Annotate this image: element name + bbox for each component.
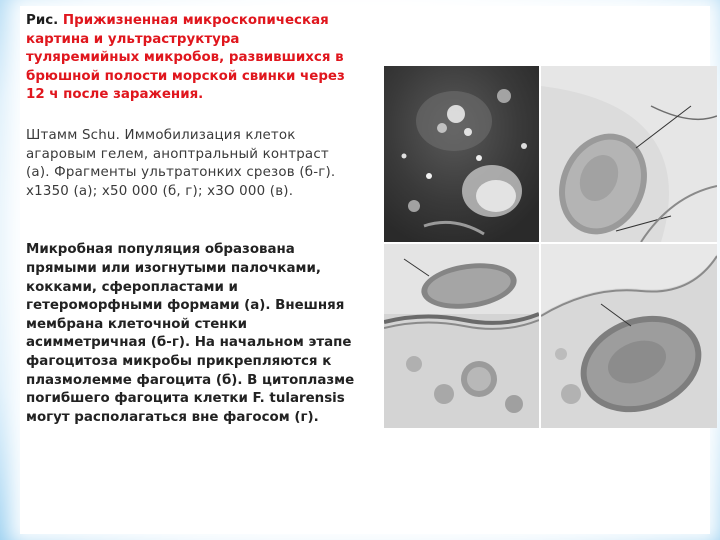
text-column bbox=[26, 12, 356, 427]
micrograph-a bbox=[384, 66, 539, 242]
strain-paragraph: Штамм Schu. Иммобилизация клеток агаровым гелем, аноптральный контраст (а). Фрагменты ультратонких срезов (б-г). х1350 (а); х50 000 (б, г); х3О 000 (в). bbox=[26, 127, 336, 199]
caption-prefix: Рис. bbox=[26, 13, 59, 28]
description-paragraph: Микробная популяция образована прямыми или изогнутыми палочками, кокками, сферопластами и гетероморфными формами (а). Внешняя мембрана клеточной стенки асимметричная (б-г). На начальном этапе фагоцитоза микробы прикрепляются к плазмолемме фагоцита (б). В цитоплазме погибшего фагоцита клетки F. tularensis могут располагаться вне фагосом (г). bbox=[26, 242, 355, 425]
caption-title: Прижизненная микроскопическая картина и ультраструктура туляремийных микробов, развившихся в брюшной полости морской свинки через 12 ч после заражения. bbox=[26, 13, 345, 103]
micrograph-g bbox=[541, 244, 717, 428]
figure-caption bbox=[26, 12, 356, 105]
slide bbox=[20, 6, 710, 534]
micrograph-figure bbox=[384, 66, 717, 428]
micrograph-v bbox=[384, 244, 539, 428]
micrograph-b bbox=[541, 66, 717, 242]
